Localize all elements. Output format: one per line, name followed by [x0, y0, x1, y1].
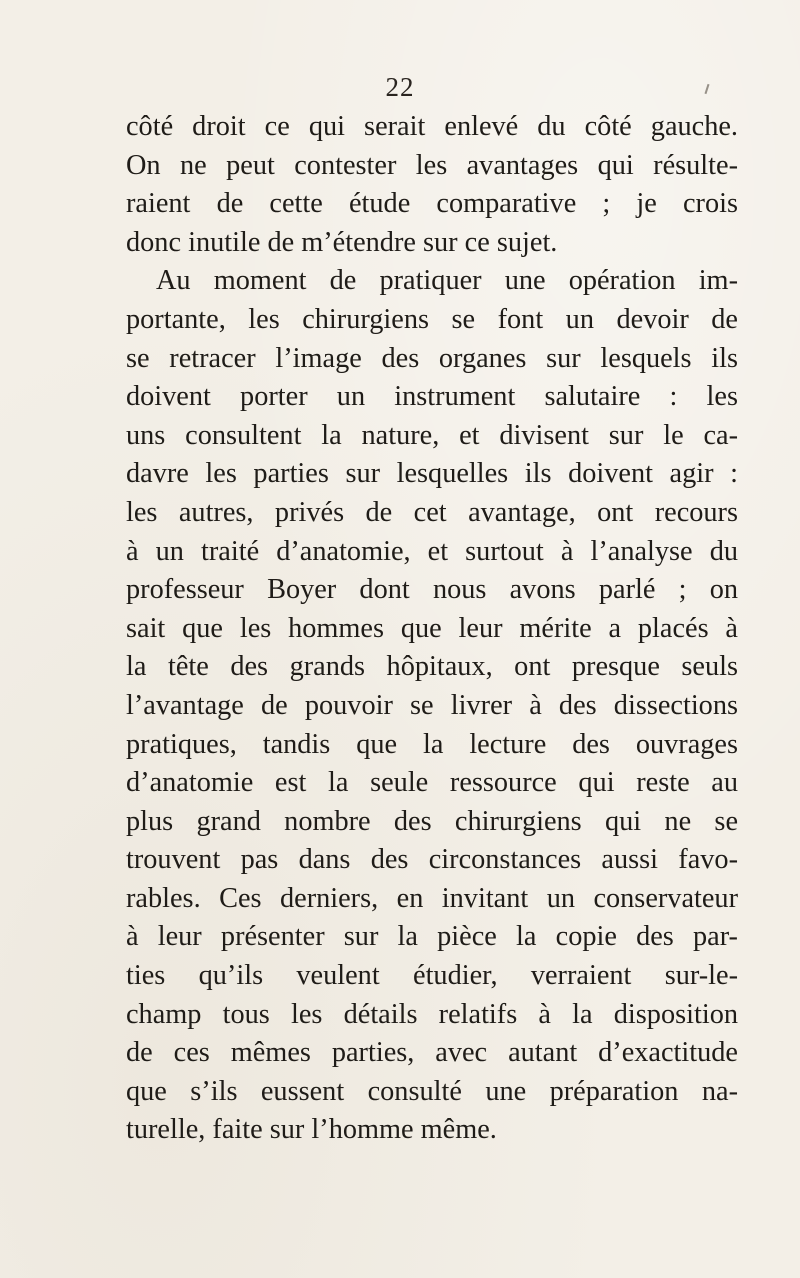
text-line: à leur présenter sur la pièce la copie des par- — [126, 921, 738, 953]
body-text — [126, 108, 738, 1150]
text-line: champ tous les détails relatifs à la disposition — [126, 998, 738, 1030]
text-line: On ne peut contester les avantages qui résulte- — [126, 149, 738, 181]
text-line: que s’ils eussent consulté une préparation na- — [126, 1075, 738, 1107]
text-line: Au moment de pratiquer une opération im- — [156, 265, 738, 297]
text-line: donc inutile de m’étendre sur ce sujet. — [126, 226, 558, 258]
text-line: à un traité d’anatomie, et surtout à l’analyse du — [126, 535, 738, 567]
text-line: plus grand nombre des chirurgiens qui ne se — [126, 805, 738, 837]
text-line: trouvent pas dans des circonstances aussi favo- — [126, 844, 738, 876]
text-line: raient de cette étude comparative ; je crois — [126, 188, 738, 220]
text-line: professeur Boyer dont nous avons parlé ; on — [126, 574, 738, 606]
text-line: les autres, privés de cet avantage, ont recours — [126, 496, 738, 528]
text-line: se retracer l’image des organes sur lesquels ils — [126, 342, 738, 374]
text-line: uns consultent la nature, et divisent sur le ca- — [126, 419, 738, 451]
text-line: davre les parties sur lesquelles ils doivent agir : — [126, 458, 738, 490]
text-line: de ces mêmes parties, avec autant d’exactitude — [126, 1037, 738, 1069]
text-line: pratiques, tandis que la lecture des ouvrages — [126, 728, 738, 760]
page-number: 22 — [385, 72, 415, 102]
text-line: turelle, faite sur l’homme même. — [126, 1114, 497, 1146]
text-line: rables. Ces derniers, en invitant un conservateur — [126, 882, 738, 914]
text-line: portante, les chirurgiens se font un devoir de — [126, 303, 738, 335]
text-line: d’anatomie est la seule ressource qui reste au — [126, 767, 738, 799]
text-line: ties qu’ils veulent étudier, verraient sur-le- — [126, 960, 738, 992]
text-line: l’avantage de pouvoir se livrer à des dissections — [126, 689, 738, 721]
text-line: sait que les hommes que leur mérite a placés à — [126, 612, 738, 644]
text-line: doivent porter un instrument salutaire : les — [126, 381, 738, 413]
text-line: côté droit ce qui serait enlevé du côté gauche. — [126, 111, 738, 142]
text-line: la tête des grands hôpitaux, ont presque seuls — [126, 651, 738, 683]
